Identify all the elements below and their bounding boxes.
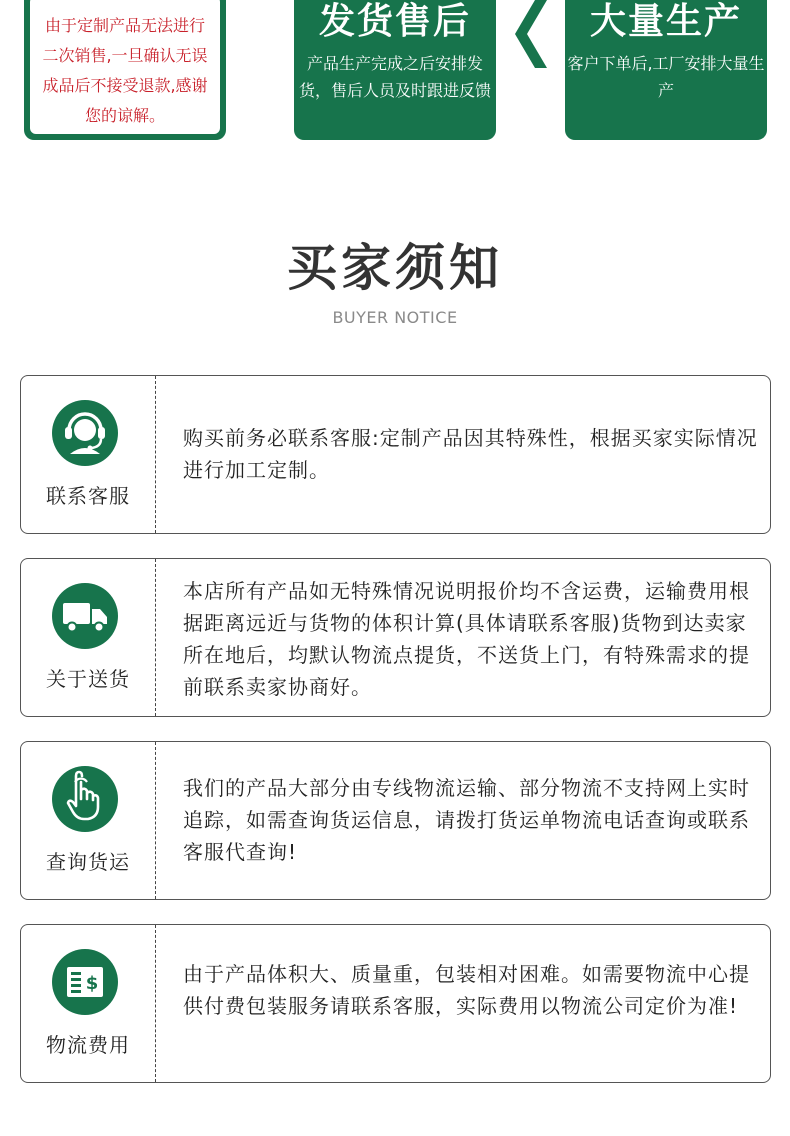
notice-track-shipment <box>20 741 771 900</box>
dashed-divider <box>155 559 156 716</box>
dashed-divider <box>155 376 156 533</box>
notice-shipping-cost <box>20 924 771 1083</box>
notice-label: 关于送货 <box>46 667 130 691</box>
shipping-step-title: 发货售后 <box>318 1 471 42</box>
notice-label: 查询货运 <box>46 850 130 874</box>
refund-policy-text: 由于定制产品无法进行二次销售,一旦确认无误成品后不接受退款,感谢您的谅解。 <box>42 16 208 125</box>
notice-delivery <box>20 558 771 717</box>
process-step-mass-production <box>565 0 767 140</box>
notice-text: 购买前务必联系客服:定制产品因其特殊性，根据买家实际情况进行加工定制。 <box>183 426 758 482</box>
shipping-cost-icon <box>52 949 118 1015</box>
dashed-divider <box>155 925 156 1082</box>
production-step-text: 客户下单后,工厂安排大量生产 <box>567 54 765 100</box>
chevron-left-icon <box>511 0 551 70</box>
production-step-title: 大量生产 <box>589 1 742 42</box>
section-subtitle: BUYER NOTICE <box>332 308 458 327</box>
dashed-divider <box>155 742 156 899</box>
notice-label: 物流费用 <box>46 1033 130 1057</box>
process-strip <box>0 0 790 150</box>
process-step-shipping <box>294 0 496 140</box>
notice-text: 本店所有产品如无特殊情况说明报价均不含运费，运输费用根据距离远近与货物的体积计算(具体请联系客服)货物到达卖家所在地后，均默认物流点提货，不送货上门，有特殊需求的提前联系卖家协商好。 <box>183 579 750 699</box>
notice-text: 由于产品体积大、质量重，包装相对困难。如需要物流中心提供付费包装服务请联系客服，实际费用以物流公司定价为准! <box>183 962 750 1018</box>
notice-contact-service <box>20 375 771 534</box>
section-title: 买家须知 <box>287 239 503 297</box>
shipping-step-text: 产品生产完成之后安排发货，售后人员及时跟进反馈 <box>298 54 491 100</box>
customer-service-headset-icon <box>52 400 118 466</box>
delivery-truck-icon <box>52 583 118 649</box>
notice-label: 联系客服 <box>46 484 130 508</box>
notice-text: 我们的产品大部分由专线物流运输、部分物流不支持网上实时追踪，如需查询货运信息，请拨打货运单物流电话查询或联系客服代查询! <box>183 776 750 864</box>
process-step-refund-policy <box>24 0 226 140</box>
hand-pointer-icon <box>52 766 118 832</box>
svg-text:$: $ <box>85 973 99 994</box>
